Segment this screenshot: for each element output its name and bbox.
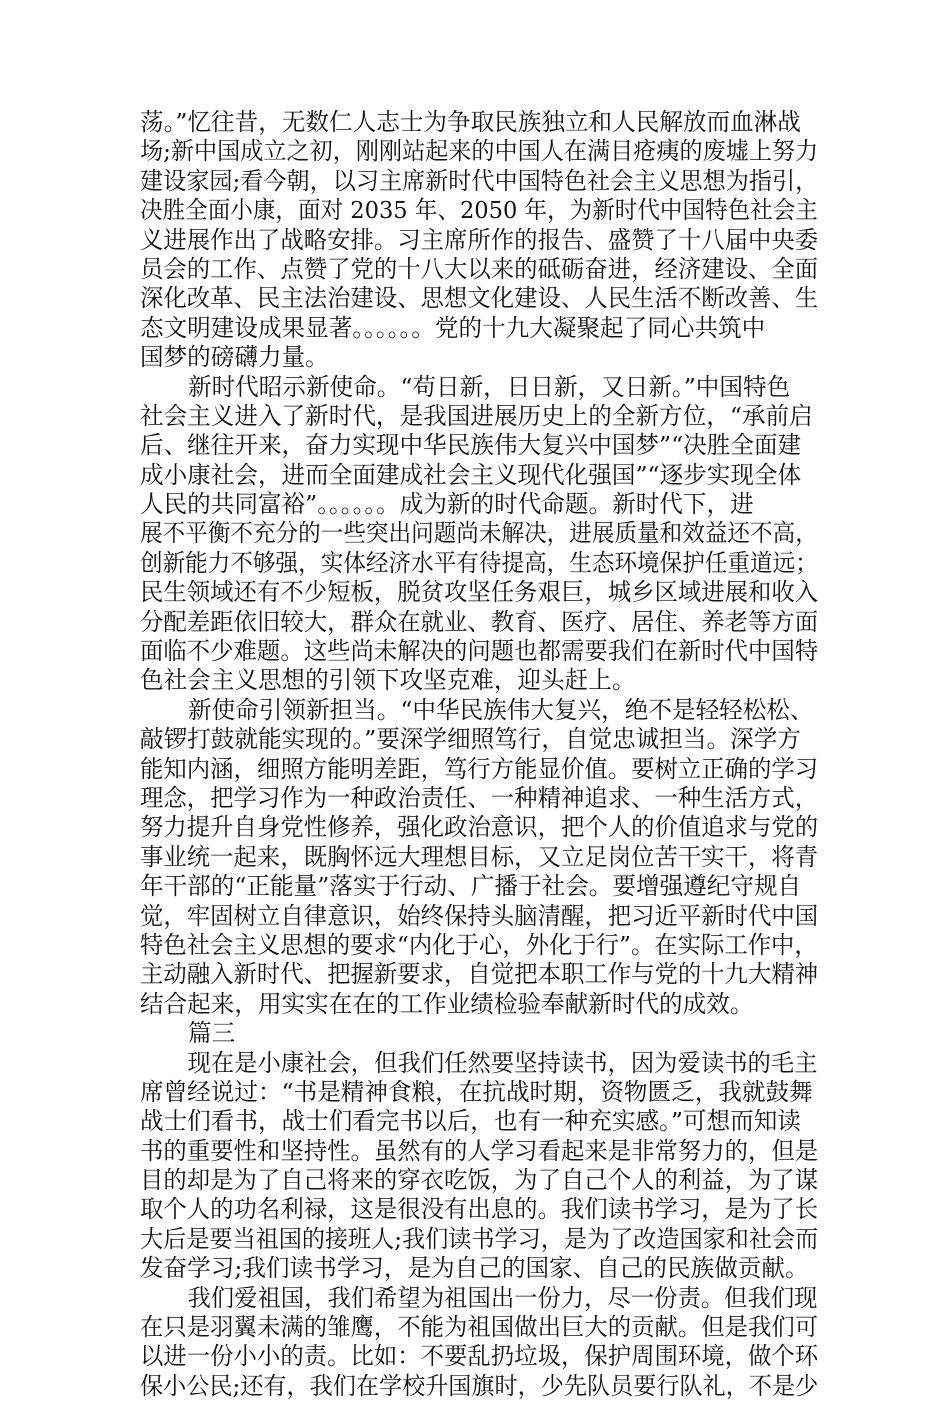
paragraph-first-line: 篇三 [188, 1019, 236, 1048]
text-line: 席曾经说过：“书是精神食粮，在抗战时期，资物匮乏，我就鼓舞 [140, 1077, 813, 1106]
text-line: 深化改革、民主法治建设、思想文化建设、人民生活不断改善、生 [140, 284, 819, 313]
text-line: 取个人的功名利禄，这是很没有出息的。我们读书学习，是为了长 [140, 1195, 819, 1224]
paragraph-first-line: 现在是小康社会，但我们任然要坚持读书，因为爱读书的毛主 [187, 1048, 818, 1077]
text-line: 在只是羽翼未满的雏鹰，不能为祖国做出巨大的贡献。但是我们可 [140, 1313, 819, 1342]
text-line: 战士们看书，战士们看完书以后，也有一种充实感。”可想而知读 [140, 1107, 801, 1136]
text-line: 国梦的磅礴力量。 [140, 343, 329, 372]
text-line: 人民的共同富裕”。。。。。。成为新的时代命题。新时代下，进 [140, 490, 754, 519]
text-line: 展不平衡不充分的一些突出问题尚未解决，进展质量和效益还不高， [140, 519, 818, 548]
text-line: 敲锣打鼓就能实现的。”要深学细照笃行，自觉忠诚担当。深学方 [140, 725, 801, 754]
text-line: 保小公民;还有，我们在学校升国旗时，少先队员要行队礼，不是少 [140, 1371, 819, 1400]
text-line: 特色社会主义思想的要求“内化于心，外化于行”。在实际工作中， [140, 930, 818, 959]
document-body [140, 108, 818, 1401]
text-line: 主动融入新时代、把握新要求，自觉把本职工作与党的十九大精神 [140, 960, 819, 989]
text-line: 能知内涵，细照方能明差距，笃行方能显价值。要树立正确的学习 [140, 754, 819, 783]
text-line: 义进展作出了战略安排。习主席所作的报告、盛赞了十八届中央委 [140, 225, 819, 254]
text-line: 态文明建设成果显著。。。。。。党的十九大凝聚起了同心共筑中 [140, 313, 766, 342]
text-line: 事业统一起来，既胸怀远大理想目标，又立足岗位苦干实干，将青 [140, 842, 819, 871]
text-line: 民生领域还有不少短板，脱贫攻坚任务艰巨，城乡区域进展和收入 [140, 578, 819, 607]
text-line: 场;新中国成立之初，刚刚站起来的中国人在满目疮痍的废墟上努力 [140, 137, 819, 166]
text-line: 后、继往开来，奋力实现中华民族伟大复兴中国梦”“决胜全面建 [140, 431, 802, 460]
text-line: 决胜全面小康，面对 2035 年、2050 年，为新时代中国特色社会主 [140, 196, 818, 225]
text-line: 目的却是为了自己将来的穿衣吃饭，为了自己个人的利益，为了谋 [140, 1166, 819, 1195]
text-line: 面临不少难题。这些尚未解决的问题也都需要我们在新时代中国特 [140, 637, 819, 666]
text-line: 结合起来，用实实在在的工作业绩检验奉献新时代的成效。 [140, 989, 754, 1018]
paragraph-first-line: 新使命引领新担当。“中华民族伟大复兴，绝不是轻轻松松、 [188, 695, 814, 724]
text-line: 员会的工作、点赞了党的十八大以来的砥砺奋进，经济建设、全面 [140, 254, 819, 283]
text-line: 成小康社会，进而全面建成社会主义现代化强国”“逐步实现全体 [140, 460, 802, 489]
text-line: 发奋学习;我们读书学习，是为自己的国家、自己的民族做贡献。 [140, 1254, 809, 1283]
text-line: 荡。”忆往昔，无数仁人志士为争取民族独立和人民解放而血淋战 [140, 108, 801, 136]
paragraph-first-line: 我们爱祖国，我们希望为祖国出一份力，尽一份责。但我们现 [187, 1283, 818, 1312]
text-line: 分配差距依旧较大，群众在就业、教育、医疗、居住、养老等方面 [140, 607, 819, 636]
text-line: 理念，把学习作为一种政治责任、一种精神追求、一种生活方式， [140, 783, 819, 812]
paragraph-first-line: 新时代昭示新使命。“苟日新，日日新，又日新。”中国特色 [188, 372, 791, 401]
text-line: 社会主义进入了新时代，是我国进展历史上的全新方位，“承前启 [140, 401, 813, 430]
text-line: 觉，牢固树立自律意识，始终保持头脑清醒，把习近平新时代中国 [140, 901, 819, 930]
text-line: 努力提升自身党性修养，强化政治意识，把个人的价值追求与党的 [140, 813, 819, 842]
text-line: 以进一份小小的责。比如：不要乱扔垃圾，保护周围环境，做个环 [140, 1342, 819, 1371]
text-line: 年干部的“正能量”落实于行动、广播于社会。要增强遵纪守规自 [140, 872, 802, 901]
text-line: 大后是要当祖国的接班人;我们读书学习，是为了改造国家和社会而 [140, 1224, 819, 1253]
text-line: 建设家园;看今朝，以习主席新时代中国特色社会主义思想为指引， [140, 166, 819, 195]
text-line: 色社会主义思想的引领下攻坚克难，迎头赶上。 [140, 666, 636, 695]
text-line: 创新能力不够强，实体经济水平有待提高，生态环境保护任重道远； [140, 548, 818, 577]
text-line: 书的重要性和坚持性。虽然有的人学习看起来是非常努力的，但是 [140, 1136, 819, 1165]
